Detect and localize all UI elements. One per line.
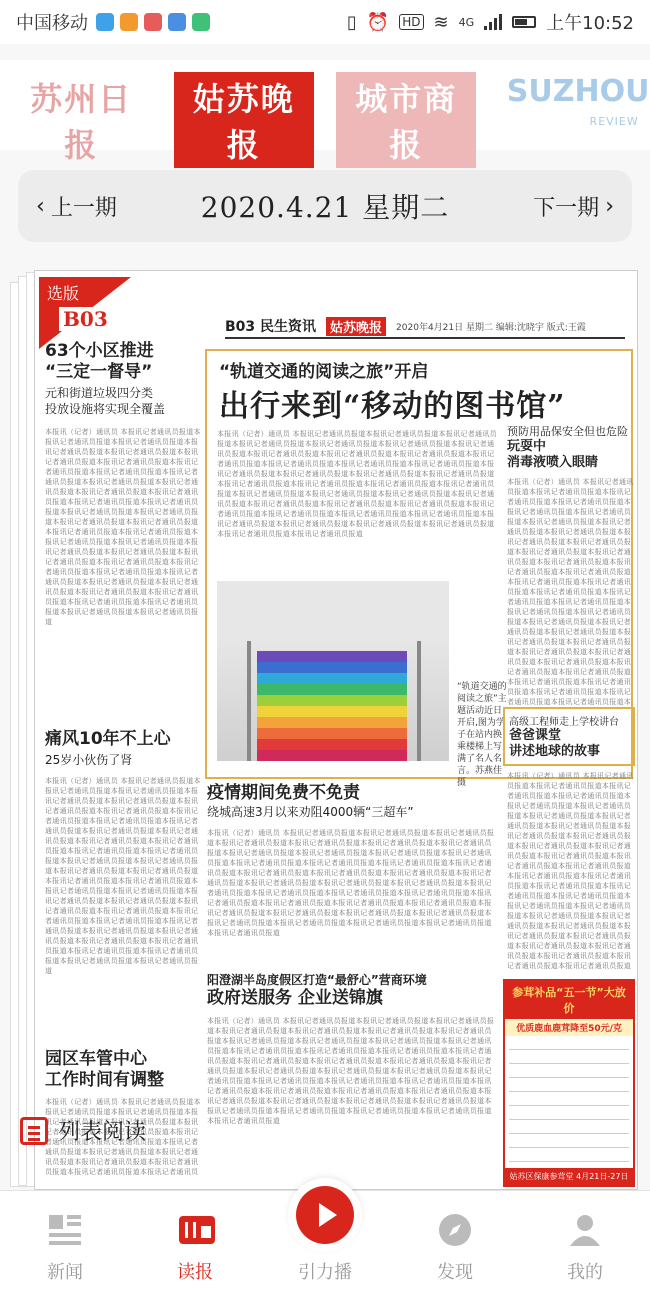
paper-city-business[interactable] bbox=[336, 72, 476, 168]
ad-footer: 姑苏区保康参茸堂 4月21日-27日 bbox=[505, 1168, 633, 1185]
article-body-texture bbox=[507, 477, 635, 707]
next-issue-button[interactable] bbox=[533, 191, 614, 222]
article-title: 政府送服务 企业送锦旗 bbox=[207, 988, 383, 1008]
tab-discover[interactable] bbox=[400, 1212, 510, 1284]
prev-issue-button[interactable] bbox=[36, 191, 117, 222]
article-kicker: 高级工程师走上学校讲台 bbox=[509, 717, 619, 728]
newspaper-page-viewer[interactable] bbox=[10, 262, 640, 1202]
article-title: 出行来到“移动的图书馆” bbox=[219, 389, 566, 424]
article-left-mid[interactable] bbox=[45, 729, 205, 1046]
signal-icon bbox=[484, 14, 502, 30]
list-read-button[interactable] bbox=[20, 1115, 146, 1146]
tab-label: 读报 bbox=[177, 1262, 213, 1283]
article-title: 63个小区推进 “三定一督导” bbox=[45, 341, 154, 382]
article-photo bbox=[217, 581, 449, 761]
paper-name: 姑苏晚报 bbox=[174, 72, 314, 168]
article-left-bottom[interactable] bbox=[45, 1049, 205, 1177]
article-title: 痛风10年不上心 bbox=[45, 729, 171, 749]
paper-slogan: REVIEW bbox=[589, 115, 639, 128]
article-body-texture bbox=[207, 1016, 497, 1186]
tab-label: 发现 bbox=[437, 1262, 473, 1283]
page-meta: 2020年4月21日 星期二 编辑:沈晓宇 版式:王霞 bbox=[396, 322, 586, 333]
user-icon bbox=[567, 1212, 603, 1248]
page-select-ribbon[interactable] bbox=[39, 277, 131, 349]
page-header bbox=[225, 315, 625, 339]
hd-badge: HD bbox=[399, 14, 423, 30]
battery-icon bbox=[512, 16, 536, 28]
rainbow-stairs-image bbox=[257, 651, 407, 761]
ad-title: 参茸补品“五一节”大放价 bbox=[505, 981, 633, 1019]
article-body-texture bbox=[217, 429, 497, 574]
paper-name: 城市商报 bbox=[336, 72, 476, 168]
article-body-texture bbox=[45, 427, 205, 727]
article-title: 园区车管中心 工作时间有调整 bbox=[45, 1049, 164, 1090]
alarm-icon: ⏰ bbox=[366, 11, 390, 33]
newspaper-page[interactable] bbox=[34, 270, 638, 1190]
chevron-left-icon: ‹ bbox=[36, 193, 45, 219]
tab-read-paper[interactable] bbox=[140, 1212, 250, 1284]
article-kicker: “轨道交通的阅读之旅”开启 bbox=[219, 362, 429, 382]
list-icon bbox=[20, 1117, 48, 1145]
vibrate-icon: ▯ bbox=[346, 11, 357, 33]
newspaper-icon bbox=[177, 1212, 213, 1248]
article-kicker: 预防用品保安全但也危险 bbox=[507, 425, 628, 438]
article-title: 玩耍中 消毒液喷入眼睛 bbox=[507, 439, 599, 470]
tab-label: 我的 bbox=[567, 1262, 603, 1283]
tab-news[interactable] bbox=[10, 1212, 120, 1284]
article-body-texture bbox=[45, 776, 205, 1046]
photo-caption: “轨道交通的阅读之旅”主题活动近日开启,图为学子在站内换乘楼梯上写满了名人名言。苏燕佳摄 bbox=[457, 682, 507, 788]
tab-label: 引力播 bbox=[298, 1262, 352, 1283]
page-brand: 姑苏晚报 bbox=[326, 317, 386, 336]
article-right-top[interactable] bbox=[507, 423, 635, 707]
article-subtitle: 25岁小伙伤了肾 bbox=[45, 753, 133, 767]
paper-suzhou-review[interactable] bbox=[499, 72, 650, 128]
paper-name: 苏州日报 bbox=[30, 80, 133, 164]
article-body-texture bbox=[207, 828, 497, 968]
carrier-name: 中国移动 bbox=[16, 13, 88, 34]
list-read-label: 列表阅读 bbox=[58, 1120, 147, 1145]
article-title: 爸爸课堂 讲述地球的故事 bbox=[509, 728, 601, 759]
newspaper-selector bbox=[0, 60, 650, 164]
article-subtitle: 元和街道垃圾四分类 投放设施将实现全覆盖 bbox=[45, 386, 166, 416]
advertisement[interactable] bbox=[503, 979, 635, 1187]
shield-app-icon bbox=[168, 13, 186, 31]
ribbon-label: 选版 bbox=[47, 284, 80, 303]
play-app-icon bbox=[192, 13, 210, 31]
prev-issue-label: 上一期 bbox=[50, 195, 117, 221]
article-mid[interactable] bbox=[207, 783, 497, 968]
paper-name: SUZHOU bbox=[506, 74, 650, 109]
tab-mine[interactable] bbox=[530, 1212, 640, 1284]
ribbon-page-code: B03 bbox=[59, 307, 112, 331]
article-subtitle: 绕城高速3月以来劝阻4000辆“三超车” bbox=[207, 805, 414, 819]
article-kicker: 阳澄湖半岛度假区打造“最舒心”营商环境 bbox=[207, 973, 427, 987]
wifi-icon: ≋ bbox=[433, 11, 449, 33]
article-title: 疫情期间免费不免责 bbox=[207, 783, 360, 803]
article-right-box[interactable] bbox=[503, 707, 635, 766]
app-notification-icon bbox=[96, 13, 114, 31]
grid-news-icon bbox=[47, 1212, 83, 1248]
next-issue-label: 下一期 bbox=[533, 195, 600, 221]
page-section: B03 民生资讯 bbox=[225, 319, 317, 335]
location-app-icon bbox=[144, 13, 162, 31]
status-bar bbox=[0, 0, 650, 44]
video-app-icon bbox=[120, 13, 138, 31]
chevron-right-icon: › bbox=[605, 193, 614, 219]
article-left-top[interactable] bbox=[45, 341, 205, 727]
ad-subtitle: 优质鹿血鹿茸降至50元/克 bbox=[505, 1019, 633, 1036]
compass-icon bbox=[437, 1212, 473, 1248]
network-type: 4G bbox=[458, 15, 475, 29]
article-body-texture bbox=[507, 771, 635, 971]
issue-date: 2020.4.21 星期二 bbox=[200, 191, 450, 224]
clock: 上午10:52 bbox=[546, 13, 634, 34]
bottom-tab-bar bbox=[0, 1190, 650, 1300]
article-mid-bottom[interactable] bbox=[207, 971, 497, 1186]
play-icon bbox=[288, 1178, 362, 1252]
tab-label: 新闻 bbox=[47, 1262, 83, 1283]
tab-gravity-broadcast[interactable] bbox=[270, 1218, 380, 1284]
issue-date-bar bbox=[18, 170, 632, 242]
